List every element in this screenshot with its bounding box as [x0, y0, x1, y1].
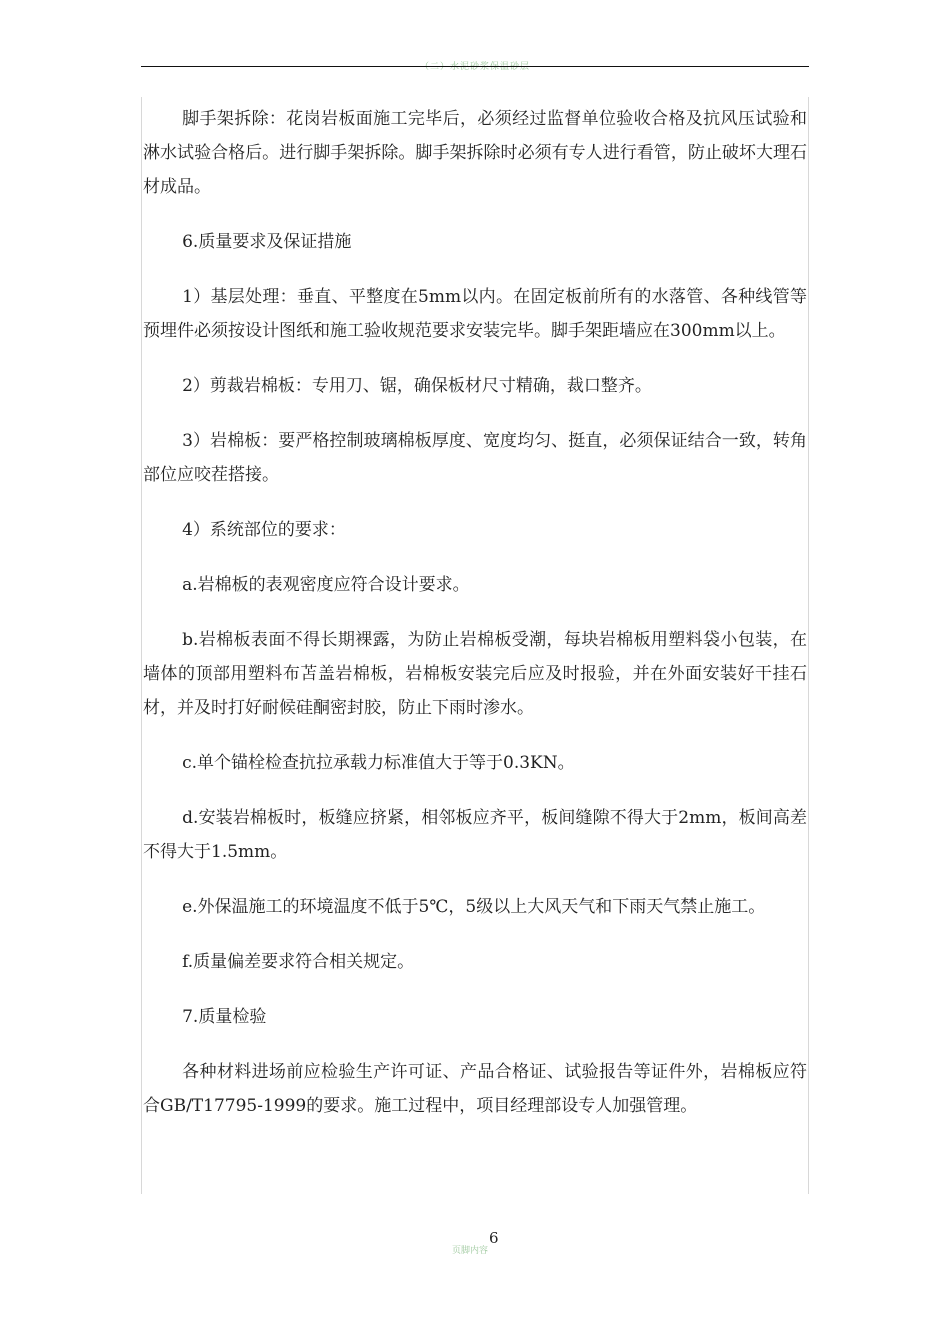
paragraph: 4）系统部位的要求： — [182, 520, 346, 540]
footer-text: 页脚内容 — [452, 1246, 489, 1256]
list-item: e.外保温施工的环境温度不低于5℃，5级以上大风天气和下雨天气禁止施工。 — [182, 897, 766, 917]
list-item: c.单个锚栓检查抗拉承载力标准值大于等于0.3KN。 — [182, 753, 575, 773]
list-item: b.岩棉板表面不得长期裸露，为防止岩棉板受潮，每块岩棉板用塑料袋小包装，在墙体的顶部用塑料布苫盖岩棉板，岩棉板安装完后应及时报验，并在外面安装好干挂石材，并及时打好耐候硅酮密封胶，防止下雨时渗水。 — [143, 630, 807, 718]
section-heading: 7.质量检验 — [182, 1007, 267, 1027]
page-number: 6 — [489, 1229, 499, 1247]
paragraph: 脚手架拆除：花岗岩板面施工完毕后，必须经过监督单位验收合格及抗风压试验和淋水试验合格后。进行脚手架拆除。脚手架拆除时必须有专人进行看管，防止破坏大理石材成品。 — [143, 109, 807, 197]
header-text: （二）水泥砂浆保温砂层 — [419, 62, 530, 72]
list-item: d.安装岩棉板时，板缝应挤紧，相邻板应齐平，板间缝隙不得大于2mm，板间高差不得大于1.5mm。 — [143, 808, 807, 862]
list-item: f.质量偏差要求符合相关规定。 — [182, 952, 415, 972]
header-rule — [141, 66, 809, 67]
section-heading: 6.质量要求及保证措施 — [182, 232, 352, 252]
paragraph: 2）剪裁岩棉板：专用刀、锯，确保板材尺寸精确，裁口整齐。 — [182, 376, 652, 396]
paragraph: 各种材料进场前应检验生产许可证、产品合格证、试验报告等证件外，岩棉板应符合GB/T17795-1999的要求。施工过程中，项目经理部设专人加强管理。 — [143, 1062, 807, 1116]
document-body — [143, 102, 807, 1144]
paragraph: 1）基层处理：垂直、平整度在5mm以内。在固定板前所有的水落管、各种线管等预埋件必须按设计图纸和施工验收规范要求安装完毕。脚手架距墙应在300mm以上。 — [143, 287, 807, 341]
list-item: a.岩棉板的表观密度应符合设计要求。 — [182, 575, 470, 595]
paragraph: 3）岩棉板：要严格控制玻璃棉板厚度、宽度均匀、挺直，必须保证结合一致，转角部位应咬茬搭接。 — [143, 431, 807, 485]
